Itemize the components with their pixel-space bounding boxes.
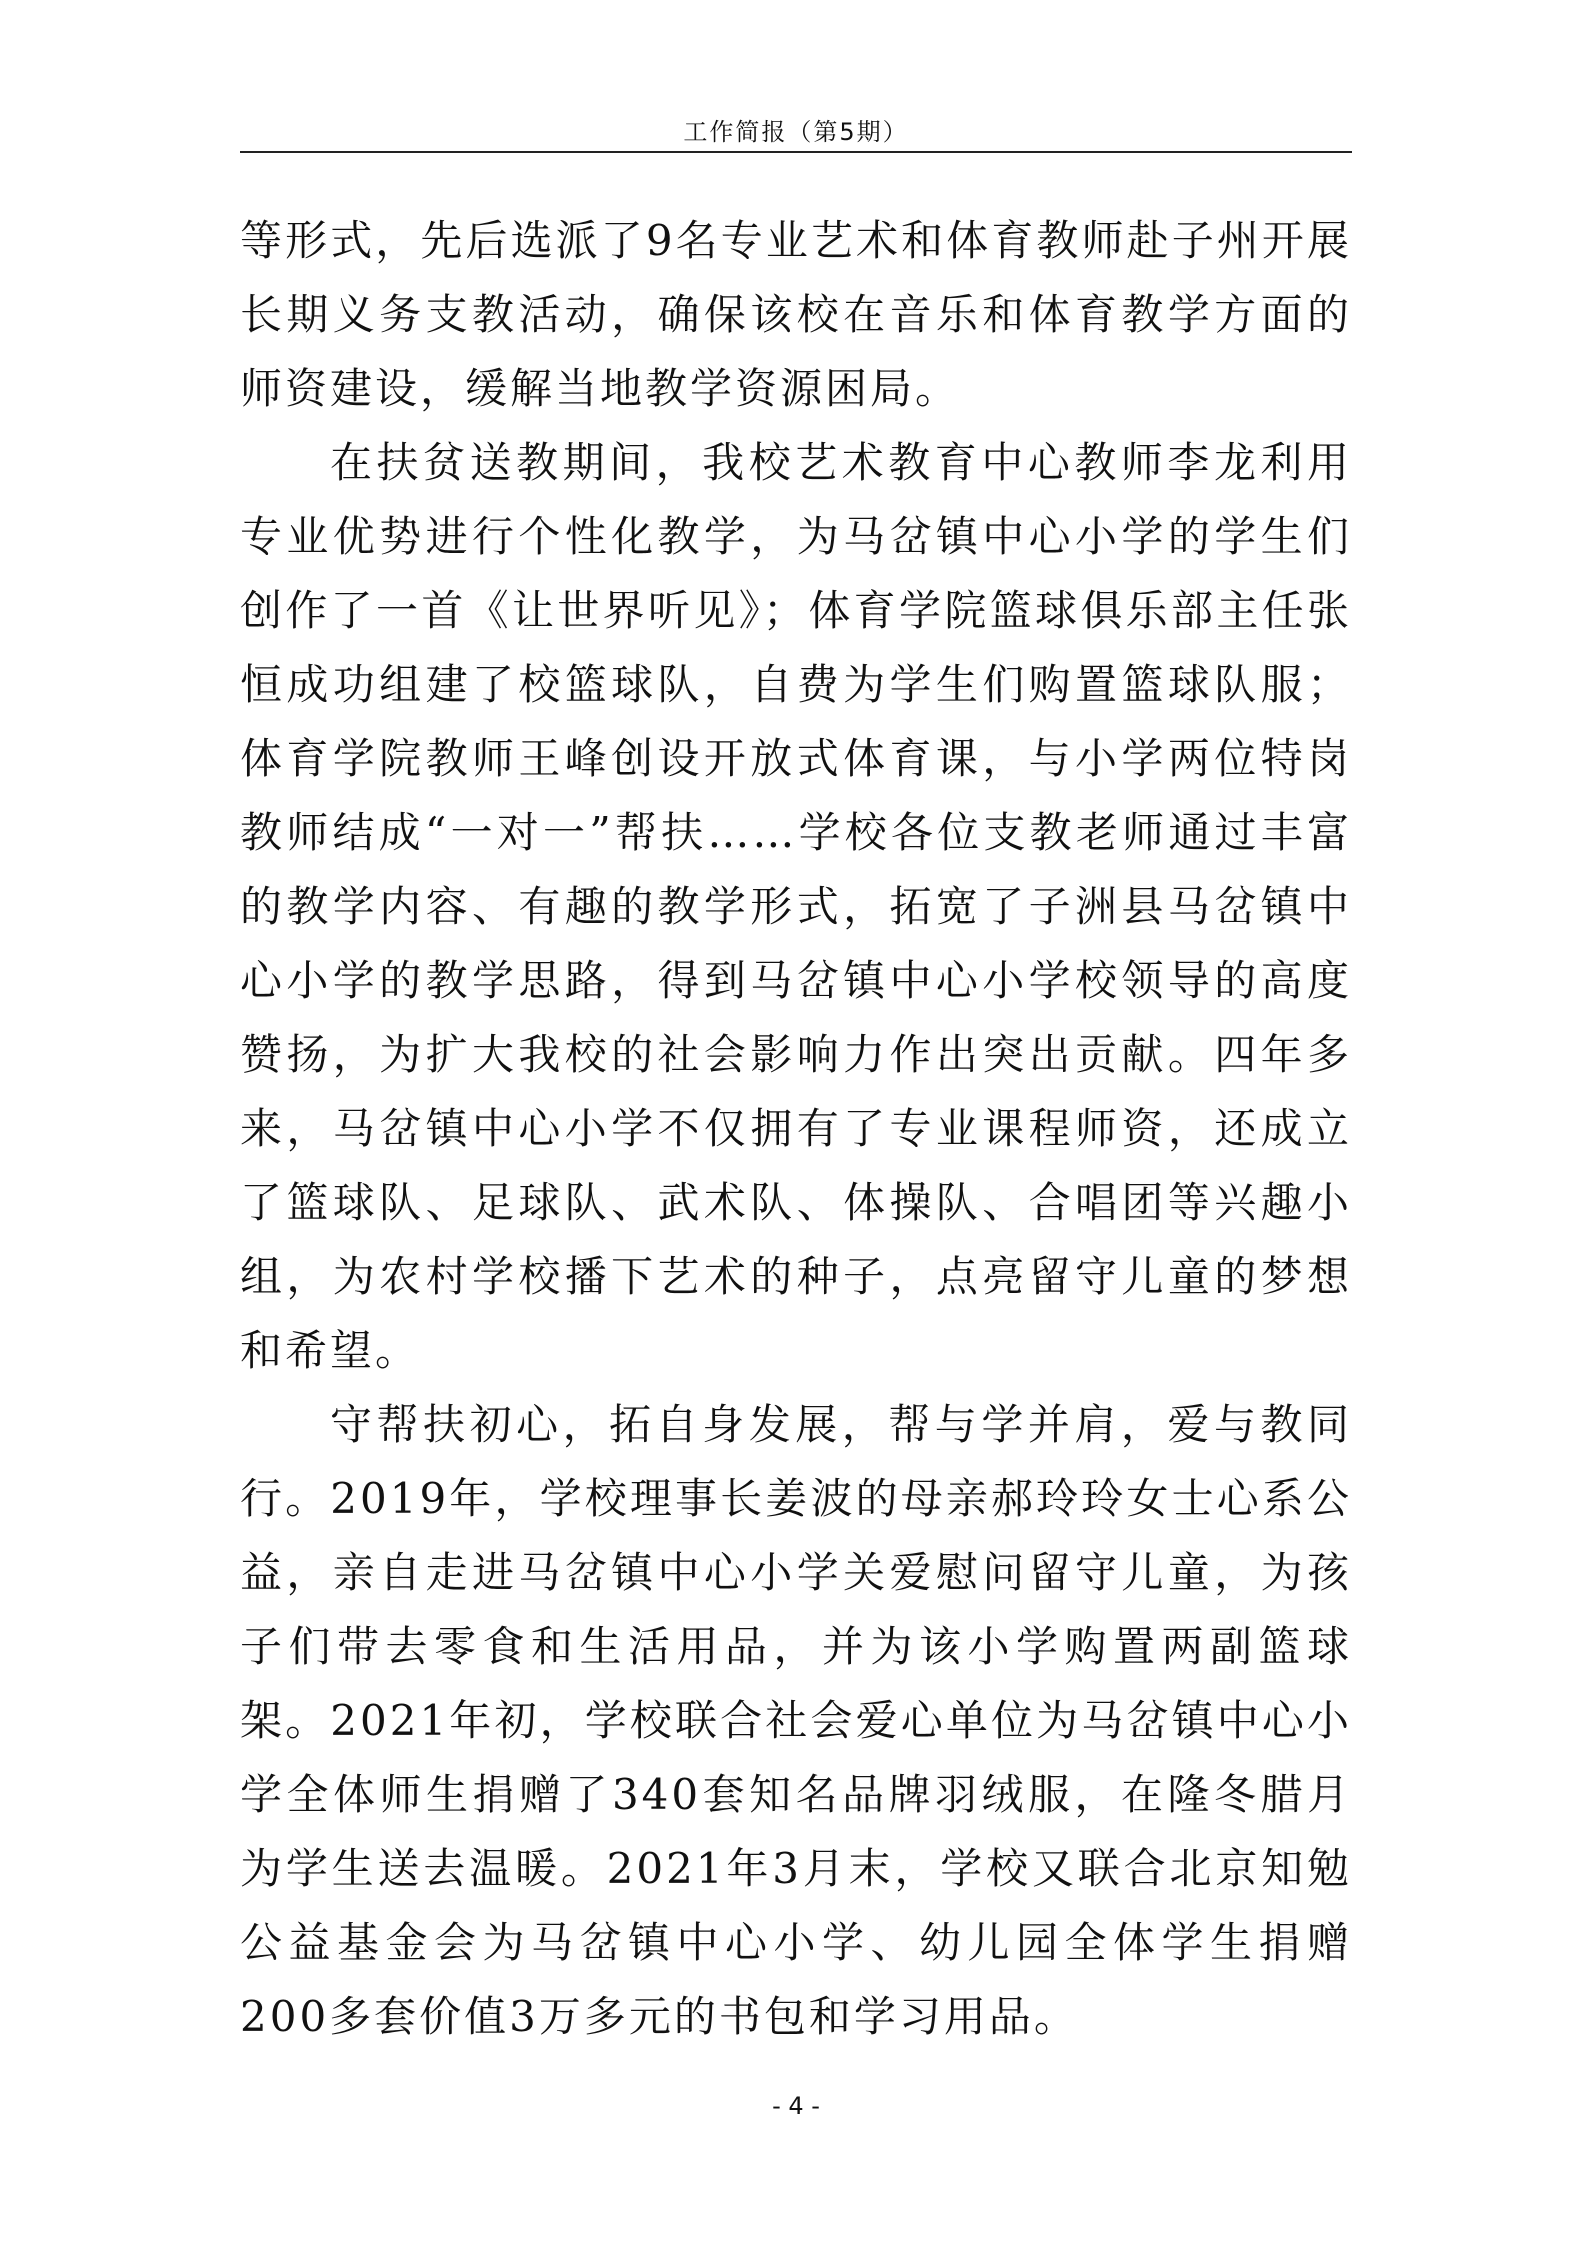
- page-number: - 4 -: [772, 2092, 820, 2120]
- header-divider: [240, 151, 1352, 153]
- paragraph-1: 等形式，先后选派了9名专业艺术和体育教师赴子州开展长期义务支教活动，确保该校在音乐和体育教学方面的师资建设，缓解当地教学资源困局。: [240, 216, 1352, 413]
- paragraph-3: 守帮扶初心，拓自身发展，帮与学并肩，爱与教同行。2019年，学校理事长姜波的母亲郝玲玲女士心系公益，亲自走进马岔镇中心小学关爱慰问留守儿童，为孩子们带去零食和生活用品，并为该小学购置两副篮球架。2021年初，学校联合社会爱心单位为马岔镇中心小学全体师生捐赠了340套知名品牌羽绒服，在隆冬腊月为学生送去温暖。2021年3月末，学校又联合北京知勉公益基金会为马岔镇中心小学、幼儿园全体学生捐赠200多套价值3万多元的书包和学习用品。: [240, 1400, 1352, 2041]
- paragraph-2: 在扶贫送教期间，我校艺术教育中心教师李龙利用专业优势进行个性化教学，为马岔镇中心小学的学生们创作了一首《让世界听见》；体育学院篮球俱乐部主任张恒成功组建了校篮球队，自费为学生们购置篮球队服；体育学院教师王峰创设开放式体育课，与小学两位特岗教师结成“一对一”帮扶……学校各位支教老师通过丰富的教学内容、有趣的教学形式，拓宽了子洲县马岔镇中心小学的教学思路，得到马岔镇中心小学校领导的高度赞扬，为扩大我校的社会影响力作出突出贡献。四年多来，马岔镇中心小学不仅拥有了专业课程师资，还成立了篮球队、足球队、武术队、体操队、合唱团等兴趣小组，为农村学校播下艺术的种子，点亮留守儿童的梦想和希望。: [240, 438, 1352, 1375]
- page-header: 工作简报（第5期）: [683, 118, 909, 146]
- document-body: [240, 204, 1352, 2054]
